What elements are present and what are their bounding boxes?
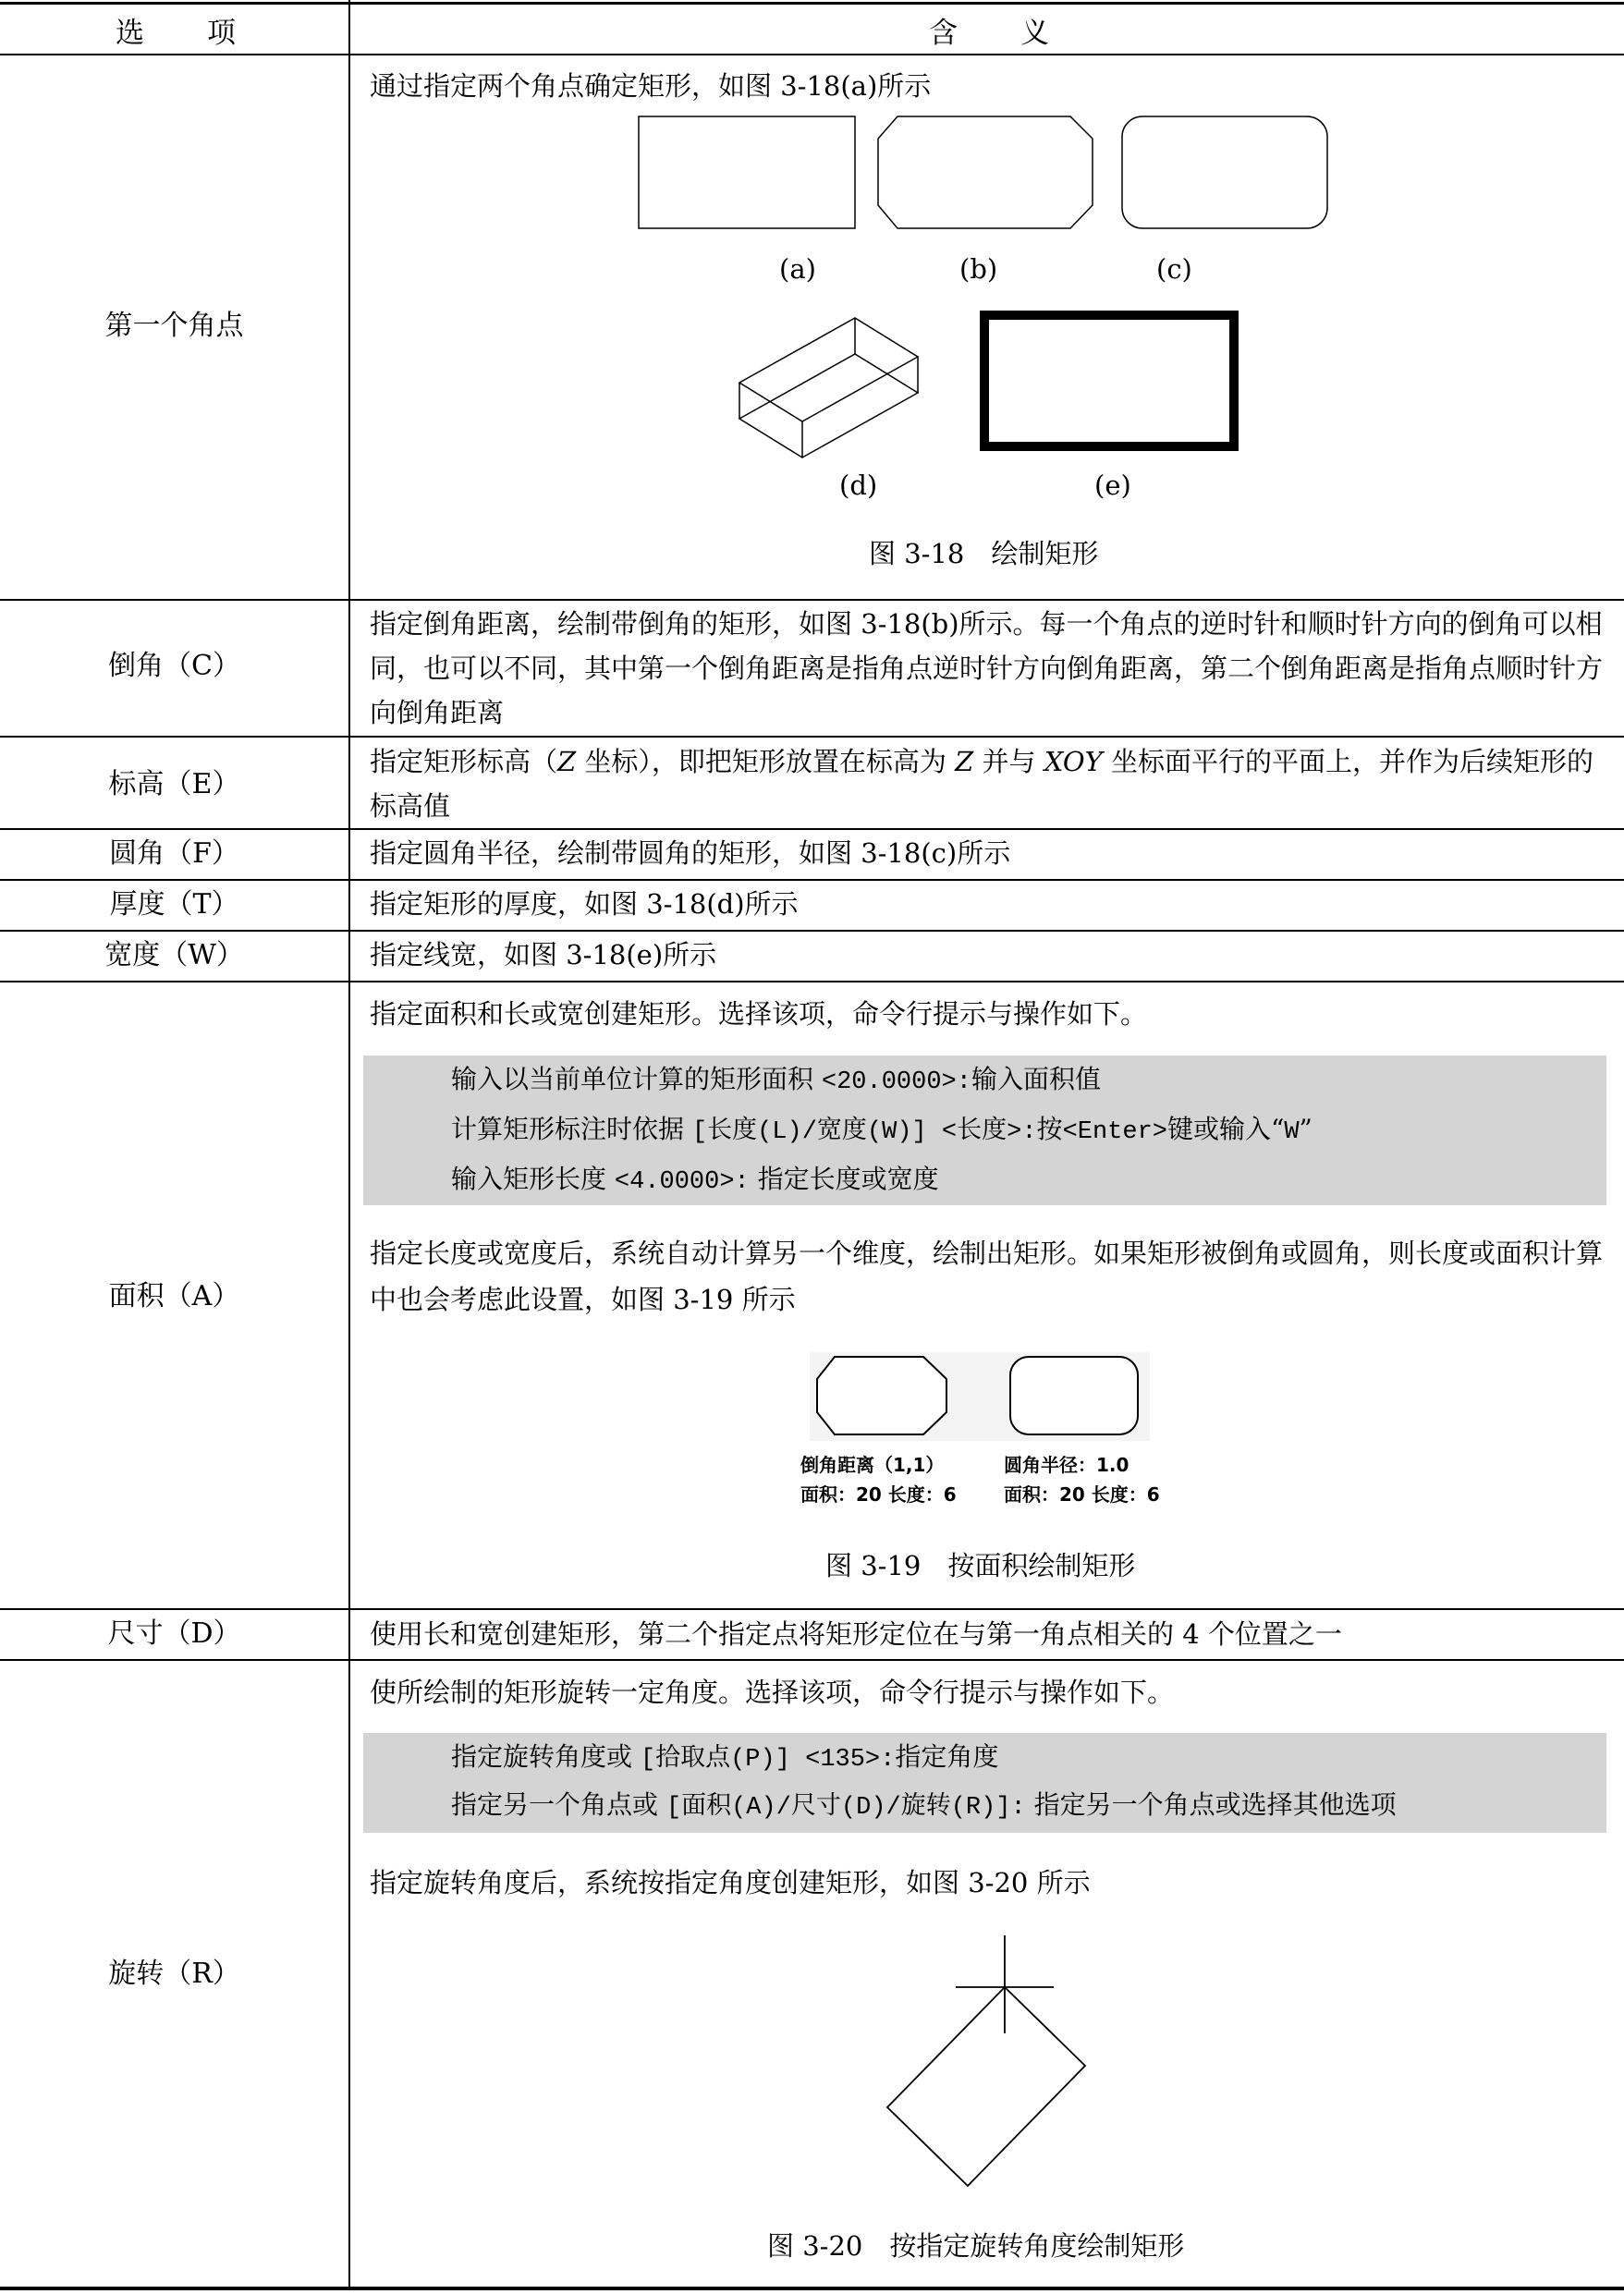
desc-area-2: 指定长度或宽度后，系统自动计算另一个维度，绘制出矩形。如果矩形被倒角或圆角，则长度或面积计算中也会考虑此设置，如图 3-19 所示: [370, 1238, 1604, 1315]
option-area: 面积（A）: [108, 1280, 240, 1312]
label-c: (c): [1156, 253, 1192, 285]
option-chamfer: 倒角（C）: [108, 650, 240, 682]
fig-3-18-caption: 图 3-18 绘制矩形: [869, 538, 1099, 569]
desc-rotate: 使所绘制的矩形旋转一定角度。选择该项，命令行提示与操作如下。: [370, 1677, 1175, 1708]
desc-elevation: 指定矩形标高（Z 坐标），即把矩形放置在标高为 Z 并与 XOY 坐标面平行的平面上，并作为后续矩形的标高值: [370, 746, 1593, 822]
option-fillet: 圆角（F）: [109, 837, 239, 870]
fig-3-19-left-line1: 倒角距离（1,1）: [800, 1454, 945, 1476]
option-thickness: 厚度（T）: [109, 888, 239, 921]
desc-dimensions: 使用长和宽创建矩形，第二个指定点将矩形定位在与第一角点相关的 4 个位置之一: [370, 1618, 1342, 1650]
header-option: 选 项: [116, 17, 238, 50]
option-dimensions: 尺寸（D）: [107, 1617, 241, 1650]
fig-3-20-caption: 图 3-20 按指定旋转角度绘制矩形: [767, 2230, 1185, 2262]
desc-rotate-2: 指定旋转角度后，系统按指定角度创建矩形，如图 3-20 所示: [370, 1867, 1091, 1898]
rotated-rectangle: [887, 1987, 1085, 2186]
header-meaning: 含 义: [929, 17, 1051, 50]
fig-3-19-caption: 图 3-19 按面积绘制矩形: [825, 1550, 1136, 1581]
fig-3-19-right-line2: 面积：20 长度：6: [1004, 1483, 1160, 1506]
prompt-line: 输入矩形长度 <4.0000>: 指定长度或宽度: [451, 1164, 939, 1196]
desc-first-corner: 通过指定两个角点确定矩形，如图 3-18(a)所示: [370, 70, 932, 102]
label-a: (a): [779, 253, 816, 285]
prompt-line: 输入以当前单位计算的矩形面积 <20.0000>:输入面积值: [451, 1064, 1101, 1096]
prompt-line: 指定另一个角点或 [面积(A)/尺寸(D)/旋转(R)]: 指定另一个角点或选择其他选项: [451, 1789, 1397, 1822]
desc-area: 指定面积和长或宽创建矩形。选择该项，命令行提示与操作如下。: [370, 998, 1148, 1030]
option-first-corner: 第一个角点: [104, 310, 244, 342]
label-e: (e): [1094, 470, 1131, 501]
prompt-line: 指定旋转角度或 [拾取点(P)] <135>:指定角度: [451, 1741, 999, 1774]
fig-3-19-left-line2: 面积：20 长度：6: [800, 1483, 957, 1506]
fig-3-19-right-line1: 圆角半径：1.0: [1004, 1454, 1129, 1476]
label-d: (d): [839, 470, 878, 501]
desc-thickness: 指定矩形的厚度，如图 3-18(d)所示: [370, 888, 799, 920]
option-rotate: 旋转（R）: [108, 1958, 240, 1990]
label-b: (b): [959, 253, 998, 285]
option-elevation: 标高（E）: [108, 768, 240, 800]
desc-chamfer: 指定倒角距离，绘制带倒角的矩形，如图 3-18(b)所示。每一个角点的逆时针和顺时针方向的倒角可以相同，也可以不同，其中第一个倒角距离是指角点逆时针方向倒角距离，第二个倒角距离是指角点顺时针方向倒角距离: [370, 608, 1604, 728]
option-width: 宽度（W）: [104, 939, 244, 971]
prompt-line: 计算矩形标注时依据 [长度(L)/宽度(W)] <长度>:按<Enter>键或输入“W”: [451, 1114, 1313, 1146]
desc-width: 指定线宽，如图 3-18(e)所示: [370, 939, 717, 970]
desc-fillet: 指定圆角半径，绘制带圆角的矩形，如图 3-18(c)所示: [370, 837, 1011, 869]
